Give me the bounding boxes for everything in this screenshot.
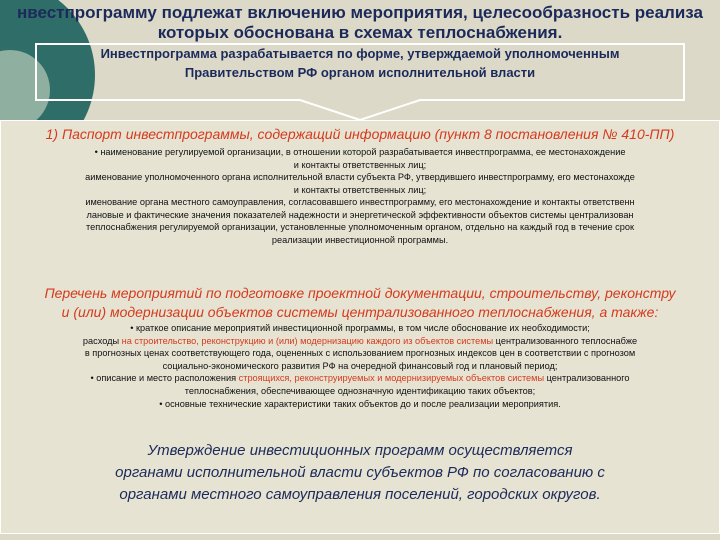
section1-body xyxy=(0,146,720,246)
subtitle xyxy=(0,44,720,82)
section1-line: и контакты ответственных лиц; xyxy=(293,184,427,195)
section2-line xyxy=(0,322,720,335)
text-segment: в прогнозных ценах соответствующего года, оцененных с использованием прогнозных индексов цен в соответствии с прогнозом xyxy=(84,348,636,359)
highlight-segment: строящихся, реконструируемых и модернизируемых объектов системы xyxy=(238,373,545,384)
footer-line-3: органами местного самоуправления поселений, городских округов. xyxy=(119,486,601,503)
text-segment: • описание и место расположения xyxy=(90,373,239,384)
text-segment: • краткое описание мероприятий инвестиционной программы, в том числе обоснование их необходимости; xyxy=(130,323,590,333)
text-segment: централизованного теплоснабже xyxy=(493,335,638,346)
section1-line: лановые и фактические значения показателей надежности и энергетической эффективности объектов системы централизован xyxy=(86,209,634,220)
section2-title-line-1: Перечень мероприятий по подготовке проектной документации, строительству, реконстру xyxy=(44,285,676,301)
section1-line: теплоснабжения регулируемой организации, установленные уполномоченным органом, отдельно на каждый год в течение срок xyxy=(85,222,634,232)
section2-body xyxy=(0,322,720,410)
footer-line-2: органами исполнительной власти субъектов РФ по согласованию с xyxy=(115,464,605,481)
section2-line xyxy=(0,335,720,348)
title-line-2: которых обоснована в схемах теплоснабжения. xyxy=(157,23,563,42)
text-segment: расходы xyxy=(82,335,122,346)
text-segment: теплоснабжения, обеспечивающее однозначную идентификацию таких объектов; xyxy=(184,385,536,396)
section2-line xyxy=(0,372,720,385)
text-segment: социально-экономического развития РФ на очередной финансовый год и плановый период; xyxy=(162,360,558,371)
section2-line xyxy=(0,385,720,398)
section1-line: именование органа местного самоуправления, согласовавшего инвестпрограмму, его местонахождение и контакты ответственн xyxy=(85,197,635,207)
section2-title-line-2: и (или) модернизации объектов системы централизованного теплоснабжения, а также: xyxy=(61,304,659,320)
section2-line xyxy=(0,360,720,373)
section1-line: и контакты ответственных лиц; xyxy=(293,159,427,170)
section2-line xyxy=(0,398,720,411)
subtitle-line-1: Инвестпрограмма разрабатывается по форме, утверждаемой уполномоченным xyxy=(100,46,620,61)
section1-title: 1) Паспорт инвестпрограммы, содержащий информацию (пункт 8 постановления № 410-ПП) xyxy=(45,126,675,142)
title-line-1: нвестпрограмму подлежат включению мероприятия, целесообразность реализа xyxy=(17,3,703,22)
section2-line xyxy=(0,347,720,360)
footer-line-1: Утверждение инвестиционных программ осуществляется xyxy=(147,442,573,459)
highlight-segment: на строительство, реконструкцию и (или) модернизацию каждого из объектов системы xyxy=(121,335,494,346)
text-segment: • основные технические характеристики таких объектов до и после реализации мероприятия. xyxy=(159,398,561,409)
section1-line: аименование уполномоченного органа исполнительной власти субъекта РФ, утвердившего инвестпрограмму, его местонахожде xyxy=(85,172,635,182)
section1-line: • наименование регулируемой организации, в отношении которой разрабатывается инвестпрограмма, ее местонахождение xyxy=(94,147,626,157)
section2-title xyxy=(0,284,720,322)
text-segment: централизованного xyxy=(544,373,630,384)
footer-note xyxy=(0,440,720,506)
section1-line: реализации инвестиционной программы. xyxy=(271,234,449,245)
subtitle-line-2: Правительством РФ органом исполнительной власти xyxy=(184,65,536,80)
